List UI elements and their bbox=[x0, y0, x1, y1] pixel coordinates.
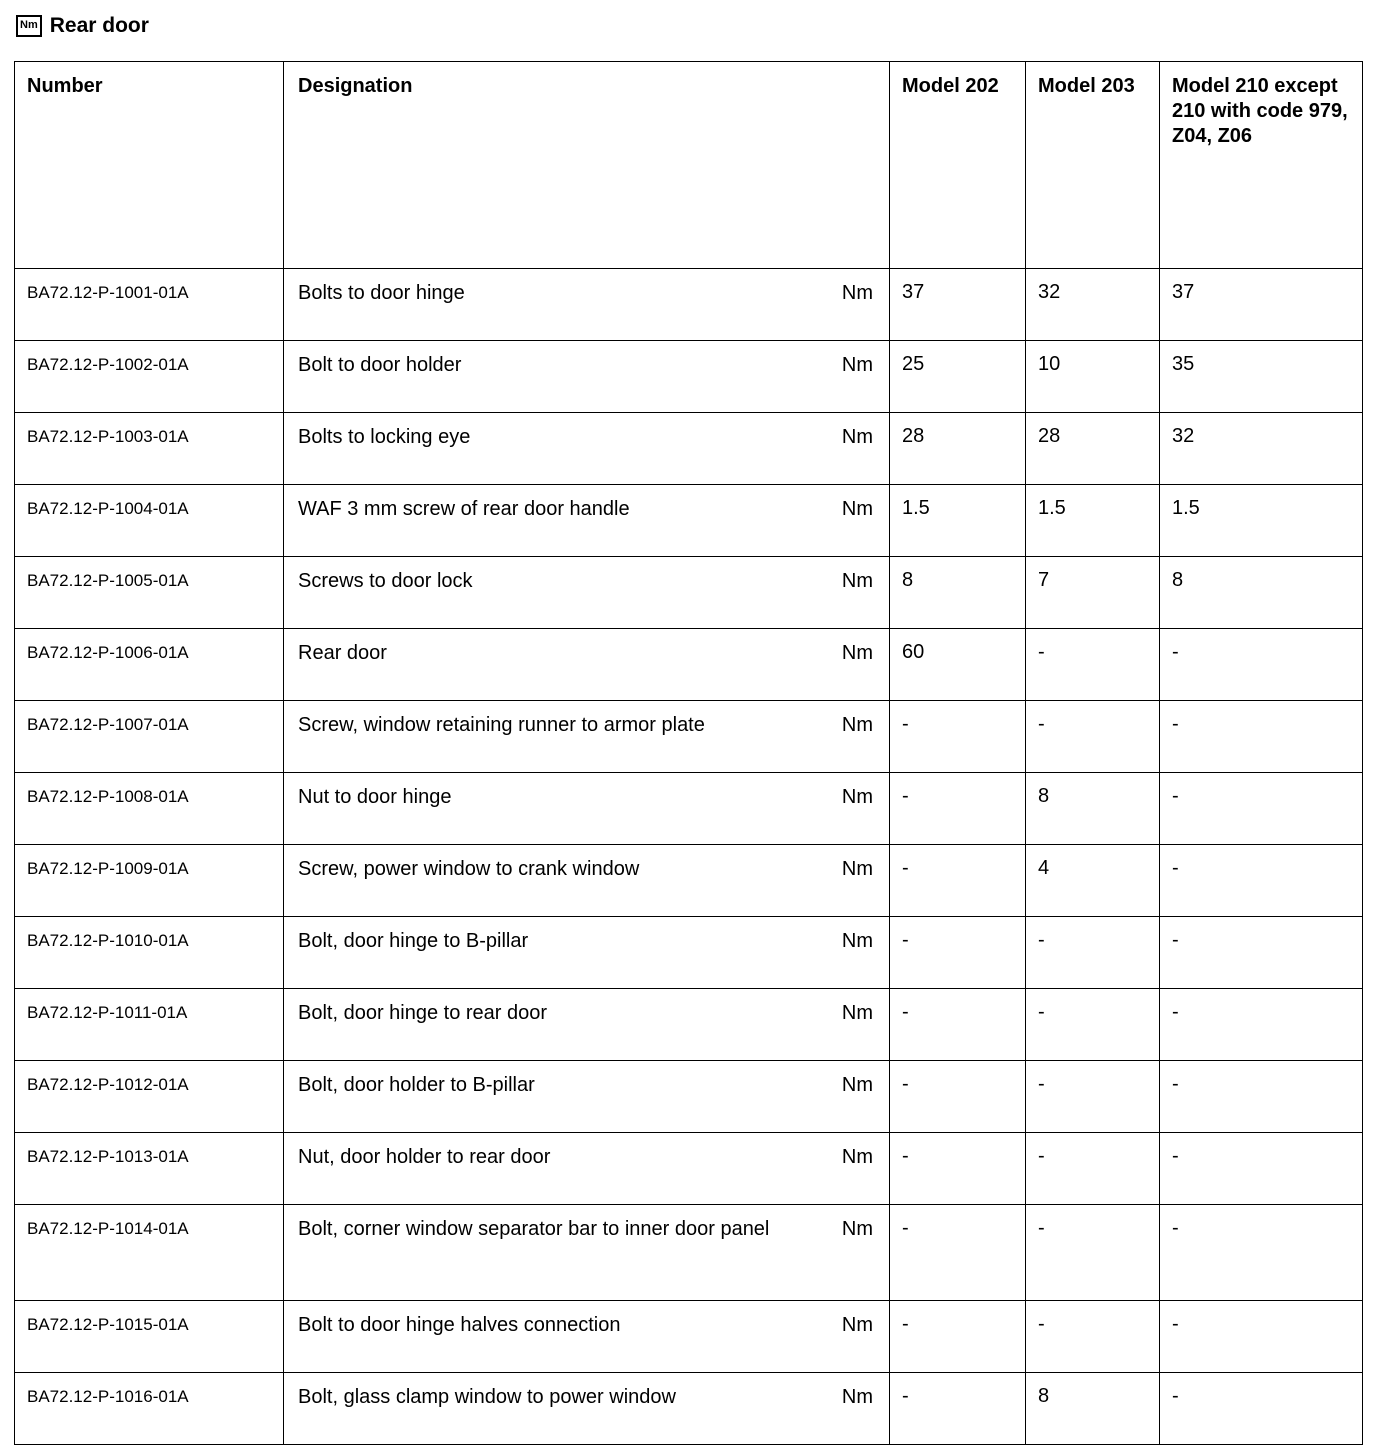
designation: Bolt to door hinge halves connection bbox=[298, 1314, 621, 1336]
table-row bbox=[15, 1061, 1363, 1133]
part-number: BA72.12-P-1012-01A bbox=[15, 1061, 284, 1133]
unit: Nm bbox=[841, 1314, 873, 1336]
header-number: Number bbox=[15, 62, 284, 269]
value-model-203: 10 bbox=[1026, 341, 1160, 413]
designation: Screw, power window to crank window bbox=[298, 858, 640, 880]
value-model-203: - bbox=[1026, 989, 1160, 1061]
value-model-210: - bbox=[1160, 917, 1363, 989]
unit: Nm bbox=[841, 1146, 873, 1168]
value-model-202: - bbox=[890, 1205, 1026, 1301]
designation: Bolt, door holder to B-pillar bbox=[298, 1074, 535, 1096]
table-row bbox=[15, 845, 1363, 917]
part-number: BA72.12-P-1003-01A bbox=[15, 413, 284, 485]
value-model-203: 1.5 bbox=[1026, 485, 1160, 557]
torque-nm-icon: Nm bbox=[16, 15, 42, 37]
value-model-210: 32 bbox=[1160, 413, 1363, 485]
designation-cell bbox=[284, 845, 890, 917]
value-model-202: - bbox=[890, 989, 1026, 1061]
designation-cell bbox=[284, 1373, 890, 1445]
value-model-202: - bbox=[890, 917, 1026, 989]
value-model-202: 1.5 bbox=[890, 485, 1026, 557]
unit: Nm bbox=[841, 714, 873, 736]
value-model-210: - bbox=[1160, 701, 1363, 773]
value-model-202: 28 bbox=[890, 413, 1026, 485]
designation: Bolt to door holder bbox=[298, 354, 462, 376]
value-model-210: - bbox=[1160, 629, 1363, 701]
value-model-203: - bbox=[1026, 1133, 1160, 1205]
part-number: BA72.12-P-1009-01A bbox=[15, 845, 284, 917]
value-model-203: 8 bbox=[1026, 1373, 1160, 1445]
value-model-203: - bbox=[1026, 1061, 1160, 1133]
table-row bbox=[15, 413, 1363, 485]
value-model-203: 7 bbox=[1026, 557, 1160, 629]
table-row bbox=[15, 269, 1363, 341]
value-model-210: 35 bbox=[1160, 341, 1363, 413]
part-number: BA72.12-P-1008-01A bbox=[15, 773, 284, 845]
header-designation: Designation bbox=[284, 62, 890, 269]
value-model-202: - bbox=[890, 773, 1026, 845]
table-row bbox=[15, 1205, 1363, 1301]
part-number: BA72.12-P-1006-01A bbox=[15, 629, 284, 701]
unit: Nm bbox=[841, 354, 873, 376]
table-row bbox=[15, 485, 1363, 557]
section-title bbox=[16, 14, 149, 38]
table-row bbox=[15, 629, 1363, 701]
designation-cell bbox=[284, 485, 890, 557]
header-model-210: Model 210 except 210 with code 979, Z04, Z06 bbox=[1160, 62, 1363, 269]
value-model-210: - bbox=[1160, 1373, 1363, 1445]
value-model-202: - bbox=[890, 845, 1026, 917]
part-number: BA72.12-P-1015-01A bbox=[15, 1301, 284, 1373]
value-model-210: - bbox=[1160, 1133, 1363, 1205]
value-model-210: - bbox=[1160, 1205, 1363, 1301]
unit: Nm bbox=[841, 570, 873, 592]
value-model-210: - bbox=[1160, 845, 1363, 917]
value-model-203: - bbox=[1026, 1301, 1160, 1373]
designation-cell bbox=[284, 413, 890, 485]
table-header-row bbox=[15, 62, 1363, 269]
unit: Nm bbox=[841, 786, 873, 808]
unit: Nm bbox=[841, 1002, 873, 1024]
unit: Nm bbox=[841, 1386, 873, 1408]
designation-cell bbox=[284, 1205, 890, 1301]
part-number: BA72.12-P-1011-01A bbox=[15, 989, 284, 1061]
value-model-210: - bbox=[1160, 989, 1363, 1061]
part-number: BA72.12-P-1001-01A bbox=[15, 269, 284, 341]
section-title-text: Rear door bbox=[49, 14, 149, 37]
part-number: BA72.12-P-1016-01A bbox=[15, 1373, 284, 1445]
designation-cell bbox=[284, 917, 890, 989]
designation-cell bbox=[284, 341, 890, 413]
header-model-203: Model 203 bbox=[1026, 62, 1160, 269]
value-model-202: 25 bbox=[890, 341, 1026, 413]
designation: Bolt, door hinge to B-pillar bbox=[298, 930, 529, 952]
value-model-210: - bbox=[1160, 1301, 1363, 1373]
value-model-202: - bbox=[890, 1061, 1026, 1133]
unit: Nm bbox=[841, 498, 873, 520]
table-row bbox=[15, 557, 1363, 629]
designation: Bolt, glass clamp window to power window bbox=[298, 1386, 676, 1408]
designation-cell bbox=[284, 1133, 890, 1205]
table-row bbox=[15, 701, 1363, 773]
designation-cell bbox=[284, 1301, 890, 1373]
unit: Nm bbox=[841, 858, 873, 880]
unit: Nm bbox=[841, 1074, 873, 1096]
part-number: BA72.12-P-1002-01A bbox=[15, 341, 284, 413]
designation: Nut to door hinge bbox=[298, 786, 452, 808]
value-model-202: 37 bbox=[890, 269, 1026, 341]
value-model-210: - bbox=[1160, 1061, 1363, 1133]
unit: Nm bbox=[841, 1218, 873, 1240]
designation: WAF 3 mm screw of rear door handle bbox=[298, 498, 630, 520]
value-model-203: - bbox=[1026, 917, 1160, 989]
header-model-202: Model 202 bbox=[890, 62, 1026, 269]
table-row bbox=[15, 341, 1363, 413]
table-row bbox=[15, 1373, 1363, 1445]
value-model-203: - bbox=[1026, 1205, 1160, 1301]
value-model-210: 37 bbox=[1160, 269, 1363, 341]
part-number: BA72.12-P-1010-01A bbox=[15, 917, 284, 989]
part-number: BA72.12-P-1007-01A bbox=[15, 701, 284, 773]
value-model-203: - bbox=[1026, 701, 1160, 773]
value-model-210: - bbox=[1160, 773, 1363, 845]
value-model-202: 8 bbox=[890, 557, 1026, 629]
designation-cell bbox=[284, 629, 890, 701]
designation: Bolt, door hinge to rear door bbox=[298, 1002, 548, 1024]
value-model-203: 28 bbox=[1026, 413, 1160, 485]
table-row bbox=[15, 989, 1363, 1061]
table-row bbox=[15, 1133, 1363, 1205]
unit: Nm bbox=[841, 426, 873, 448]
designation: Screws to door lock bbox=[298, 570, 473, 592]
value-model-210: 8 bbox=[1160, 557, 1363, 629]
part-number: BA72.12-P-1004-01A bbox=[15, 485, 284, 557]
unit: Nm bbox=[841, 642, 873, 664]
value-model-202: - bbox=[890, 1301, 1026, 1373]
value-model-202: - bbox=[890, 701, 1026, 773]
designation: Screw, window retaining runner to armor plate bbox=[298, 714, 705, 736]
value-model-203: 8 bbox=[1026, 773, 1160, 845]
designation-cell bbox=[284, 1061, 890, 1133]
table-row bbox=[15, 773, 1363, 845]
designation-cell bbox=[284, 701, 890, 773]
table-row bbox=[15, 917, 1363, 989]
torque-table bbox=[14, 61, 1363, 1445]
designation: Rear door bbox=[298, 642, 387, 664]
value-model-202: - bbox=[890, 1373, 1026, 1445]
value-model-203: - bbox=[1026, 629, 1160, 701]
part-number: BA72.12-P-1014-01A bbox=[15, 1205, 284, 1301]
value-model-202: 60 bbox=[890, 629, 1026, 701]
designation: Bolts to locking eye bbox=[298, 426, 471, 448]
value-model-202: - bbox=[890, 1133, 1026, 1205]
value-model-210: 1.5 bbox=[1160, 485, 1363, 557]
designation-cell bbox=[284, 557, 890, 629]
designation: Bolt, corner window separator bar to inner door panel bbox=[298, 1218, 770, 1240]
unit: Nm bbox=[841, 282, 873, 304]
value-model-203: 32 bbox=[1026, 269, 1160, 341]
designation: Nut, door holder to rear door bbox=[298, 1146, 551, 1168]
part-number: BA72.12-P-1013-01A bbox=[15, 1133, 284, 1205]
designation: Bolts to door hinge bbox=[298, 282, 465, 304]
designation-cell bbox=[284, 989, 890, 1061]
unit: Nm bbox=[841, 930, 873, 952]
table-row bbox=[15, 1301, 1363, 1373]
value-model-203: 4 bbox=[1026, 845, 1160, 917]
designation-cell bbox=[284, 269, 890, 341]
designation-cell bbox=[284, 773, 890, 845]
part-number: BA72.12-P-1005-01A bbox=[15, 557, 284, 629]
